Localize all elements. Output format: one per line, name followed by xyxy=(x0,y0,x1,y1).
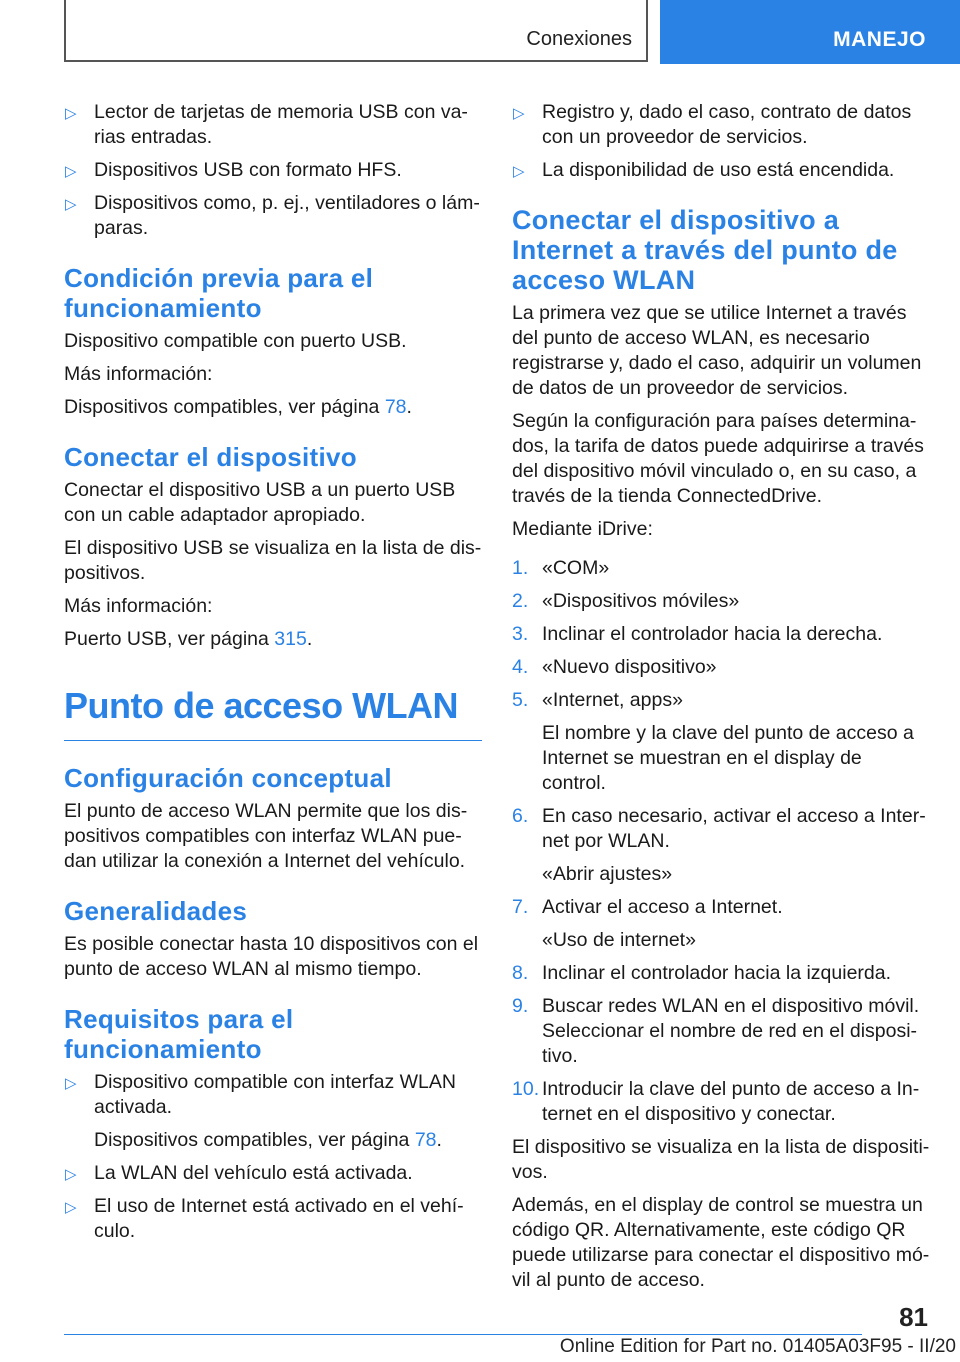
page-link[interactable]: 78 xyxy=(384,396,407,418)
paragraph-with-link: Puerto USB, ver página 315. xyxy=(64,628,313,650)
heading-conectar: Conectar el dispositivo xyxy=(64,442,357,472)
step-number: 3. xyxy=(512,623,529,645)
footer-edition: Online Edition for Part no. 01405A03F95 - II/20 xyxy=(559,1336,956,1357)
triangle-right-icon: ▷ xyxy=(65,1166,77,1183)
heading-conectar-internet: Conectar el dispositivo a Internet a través del punto de acceso WLAN xyxy=(512,205,898,295)
page-number: 81 xyxy=(899,1302,928,1332)
step-number: 1. xyxy=(512,557,529,579)
step-item xyxy=(512,589,930,614)
paragraph: Dispositivo compatible con puerto USB. xyxy=(64,330,407,352)
paragraph: Mediante iDrive: xyxy=(512,518,653,540)
bullet-item: ▷ Dispositivos como, p. ej., ventiladores o lám‐paras. xyxy=(65,192,480,239)
step-item xyxy=(512,804,930,887)
step-item xyxy=(512,994,930,1069)
step-text: Inclinar el controlador hacia la derecha. xyxy=(542,623,883,645)
paragraph: Además, en el display de control se muestra un código QR. Alternativamente, este código QR puede utilizarse para conectar el dispositivo mó‐vil al punto de acceso. xyxy=(512,1194,930,1291)
page-link[interactable]: 315 xyxy=(274,628,307,650)
bullet-item: ▷ Lector de tarjetas de memoria USB con va‐rias entradas. xyxy=(65,101,468,148)
step-item xyxy=(512,1077,930,1127)
paragraph: Más información: xyxy=(64,595,213,617)
step-sub-text: «Uso de internet» xyxy=(542,929,696,951)
triangle-right-icon: ▷ xyxy=(65,196,77,213)
step-text: En caso necesario, activar el acceso a Inter‐net por WLAN. xyxy=(542,805,926,852)
step-number: 6. xyxy=(512,805,529,827)
triangle-right-icon: ▷ xyxy=(65,105,77,122)
paragraph: Según la configuración para países determina‐dos, la tarifa de datos puede adquirirse a través del dispositivo móvil vinculado o, en su caso, a través de la tienda ConnectedDrive. xyxy=(512,410,924,507)
bullet-item: ▷ Dispositivo compatible con interfaz WLAN activada. Dispositivos compatibles, ver página 78. xyxy=(64,1070,482,1153)
paragraph: Es posible conectar hasta 10 dispositivos con el punto de acceso WLAN al mismo tiempo. xyxy=(64,933,479,980)
left-column xyxy=(64,100,482,1252)
triangle-right-icon: ▷ xyxy=(513,163,525,180)
step-text: Buscar redes WLAN en el dispositivo móvil. Seleccionar el nombre de red en el disposi‐tivo. xyxy=(542,995,920,1067)
header-section-title: Conexiones xyxy=(526,28,632,50)
triangle-right-icon: ▷ xyxy=(65,1075,77,1092)
triangle-right-icon: ▷ xyxy=(65,1199,77,1216)
step-number: 9. xyxy=(512,995,529,1017)
step-text: «COM» xyxy=(542,557,610,579)
step-number: 7. xyxy=(512,896,529,918)
bullet-item: ▷ Dispositivos USB con formato HFS. xyxy=(64,158,482,183)
page-link[interactable]: 78 xyxy=(414,1129,437,1151)
step-item xyxy=(512,655,930,680)
step-text: «Internet, apps» xyxy=(542,689,683,711)
heading-requisitos: Requisitos para el funcionamiento xyxy=(64,1004,294,1064)
header-chapter-tab: MANEJO xyxy=(660,0,960,64)
step-number: 5. xyxy=(512,689,529,711)
bullet-sub-text: Dispositivos compatibles, ver página 78. xyxy=(94,1129,442,1151)
paragraph: Más información: xyxy=(64,363,213,385)
steps-list xyxy=(512,556,930,1127)
paragraph: El dispositivo se visualiza en la lista de dispositi‐vos. xyxy=(512,1136,930,1183)
right-column xyxy=(512,100,930,1301)
bullet-item: ▷ La disponibilidad de uso está encendida. xyxy=(512,158,930,183)
heading-condicion: Condición previa para el funcionamiento xyxy=(64,263,374,323)
bullet-item: ▷ Registro y, dado el caso, contrato de datos con un proveedor de servicios. xyxy=(513,101,912,148)
step-item xyxy=(512,556,930,581)
triangle-right-icon: ▷ xyxy=(65,163,77,180)
step-item xyxy=(512,961,930,986)
paragraph: El punto de acceso WLAN permite que los dis‐positivos compatibles con interfaz WLAN pue‐dan utilizar la conexión a Internet del vehículo. xyxy=(64,800,468,872)
step-number: 10. xyxy=(512,1078,540,1100)
step-sub-text: El nombre y la clave del punto de acceso a Internet se muestran en el display de control. xyxy=(542,722,914,794)
paragraph: La primera vez que se utilice Internet a través del punto de acceso WLAN, es necesario registrarse y, dado el caso, adquirir un volumen de datos de un proveedor de servicios. xyxy=(512,302,922,399)
paragraph-with-link: Dispositivos compatibles, ver página 78. xyxy=(64,396,412,418)
step-text: Introducir la clave del punto de acceso a In‐ternet en el dispositivo y conectar. xyxy=(542,1078,920,1125)
step-number: 8. xyxy=(512,962,529,984)
page-header xyxy=(0,0,960,66)
step-text: Inclinar el controlador hacia la izquierda. xyxy=(542,962,892,984)
bullet-item: ▷ El uso de Internet está activado en el vehí‐culo. xyxy=(65,1195,464,1242)
step-number: 4. xyxy=(512,656,529,678)
heading-config: Configuración conceptual xyxy=(64,763,392,793)
step-item xyxy=(512,622,930,647)
bullet-item: ▷ La WLAN del vehículo está activada. xyxy=(64,1161,482,1186)
footer-divider xyxy=(64,1334,862,1335)
paragraph: Conectar el dispositivo USB a un puerto USB con un cable adaptador apropiado. xyxy=(64,479,456,526)
header-section-box xyxy=(64,0,648,62)
step-item xyxy=(512,688,930,796)
step-text: Activar el acceso a Internet. xyxy=(542,896,783,918)
paragraph: El dispositivo USB se visualiza en la lista de dis‐positivos. xyxy=(64,537,482,584)
triangle-right-icon: ▷ xyxy=(513,105,525,122)
step-item xyxy=(512,895,930,953)
section-title-wlan: Punto de acceso WLAN xyxy=(64,686,482,741)
step-number: 2. xyxy=(512,590,529,612)
heading-generalidades: Generalidades xyxy=(64,896,248,926)
step-sub-text: «Abrir ajustes» xyxy=(542,863,673,885)
step-text: «Dispositivos móviles» xyxy=(542,590,740,612)
step-text: «Nuevo dispositivo» xyxy=(542,656,717,678)
